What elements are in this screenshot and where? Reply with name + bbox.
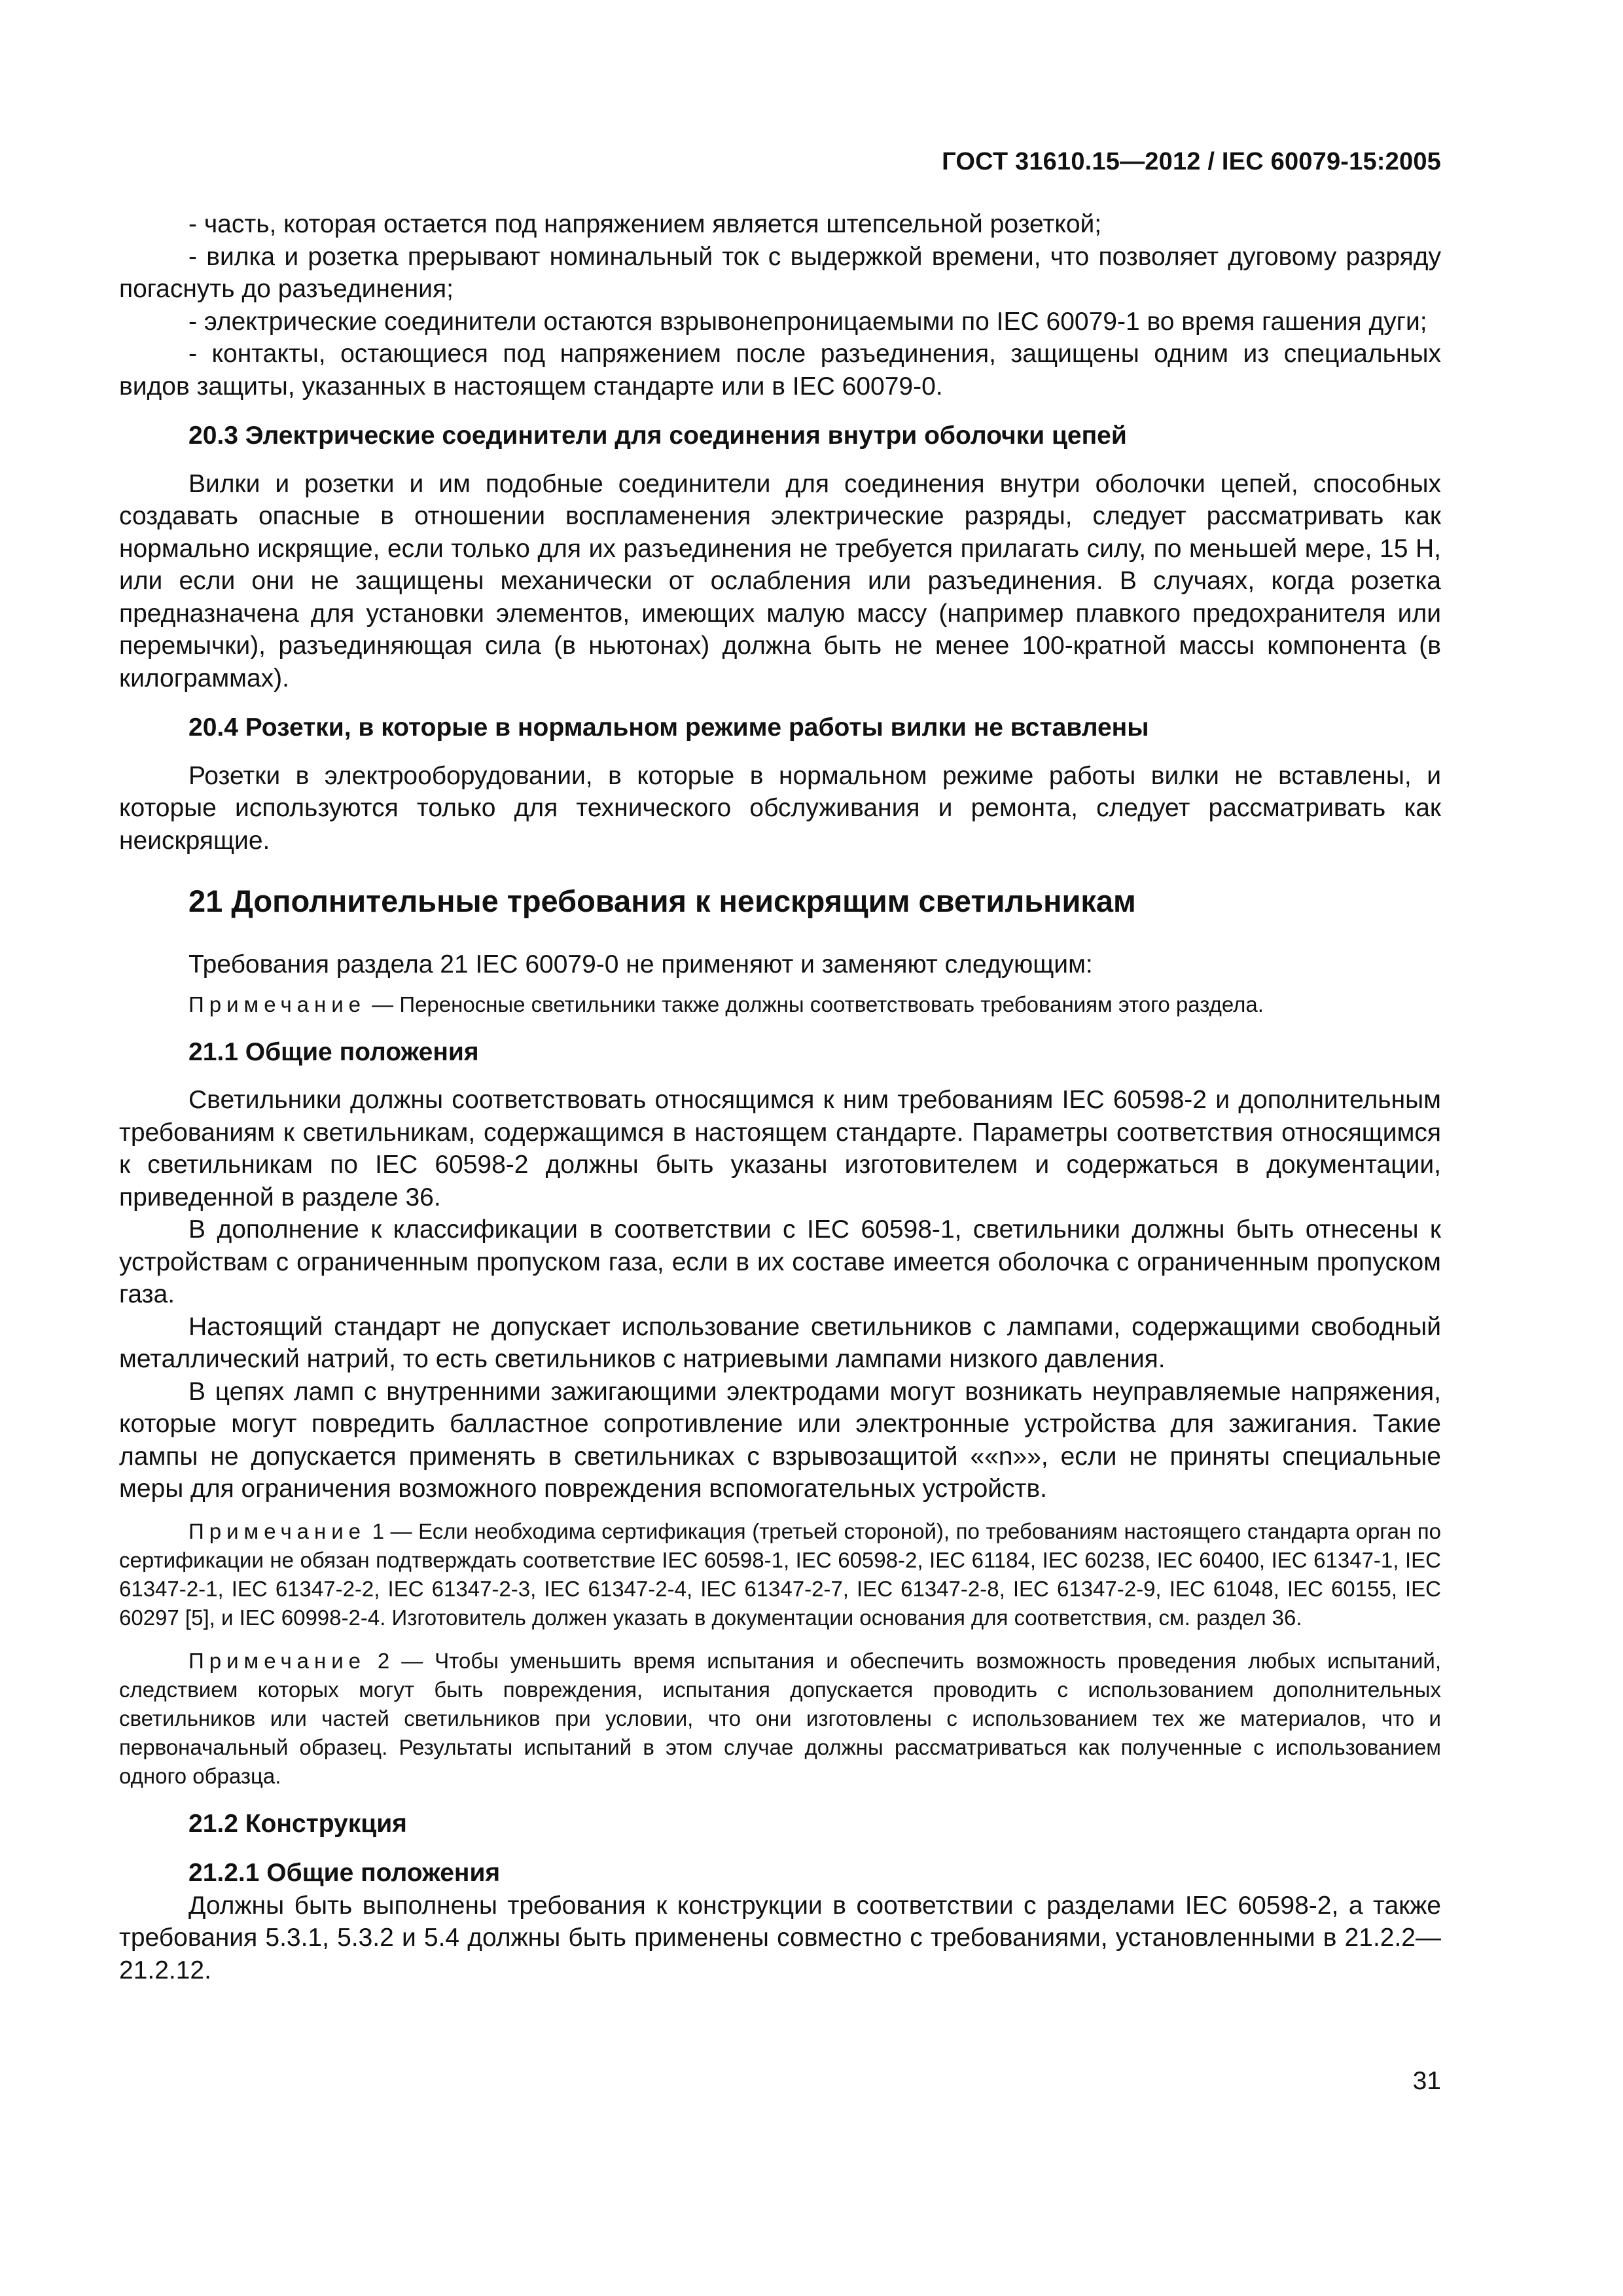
note-1 [119, 1517, 1441, 1632]
section-paragraph: Требования раздела 21 IEC 60079-0 не применяют и заменяют следующим: [188, 950, 1093, 978]
section-heading-21-2-1: 21.2.1 Общие положения [188, 1859, 501, 1887]
section-heading-21-2: 21.2 Конструкция [188, 1809, 407, 1838]
note-text: 2 — Чтобы уменьшить время испытания и обеспечить возможность проведения любых испытаний, следствием которых могут быть повреждения, испытания допускается проводить с использованием дополнительных светильников или частей светильников при условии, что они изготовлены с использованием тех же материалов, что и первоначальный образец. Результаты испытаний в этом случае должны рассматриваться как полученные с использованием одного образца. [119, 1648, 1441, 1788]
section-paragraph: В цепях ламп с внутренними зажигающими электродами могут возникать неуправляемые напряжения, которые могут повредить балластное сопротивление или электронные устройства для зажигания. Такие лампы не допускается применять в светильниках с взрывозащитой ««n»», если не приняты специальные меры для ограничения возможного повреждения вспомогательных устройств. [119, 1377, 1441, 1503]
section-heading-21-1: 21.1 Общие положения [188, 1037, 479, 1066]
section-paragraph: Розетки в электрооборудовании, в которые в нормальном режиме работы вилки не вставлены, и которые используются только для технического обслуживания и ремонта, следует рассматривать как неискрящие. [119, 761, 1441, 855]
note-label: Примечание [188, 1648, 366, 1673]
note-label: Примечание [188, 992, 366, 1016]
note-text: — Переносные светильники также должны соответствовать требованиям этого раздела. [366, 992, 1264, 1016]
section-paragraph: Настоящий стандарт не допускает использование светильников с лампами, содержащими свободный металлический натрий, то есть светильников с натриевыми лампами низкого давления. [119, 1312, 1441, 1373]
document-header: ГОСТ 31610.15—2012 / IEC 60079-15:2005 [942, 148, 1441, 175]
note [119, 990, 1441, 1019]
note-label: Примечание [188, 1518, 366, 1543]
section-paragraph: Светильники должны соответствовать относящимся к ним требованиям IEC 60598-2 и дополнительным требованиям к светильникам, содержащимся в настоящем стандарте. Параметры соответствия относящимся к светильникам по IEC 60598-2 должны быть указаны изготовителем и содержаться в документации, приведенной в разделе 36. [119, 1086, 1441, 1211]
list-item: - контакты, остающиеся под напряжением после разъединения, защищены одним из специальных видов защиты, указанных в настоящем стандарте или в IEC 60079-0. [119, 340, 1441, 401]
page-content [119, 208, 1441, 1986]
page-number: 31 [1412, 2067, 1441, 2095]
list-item: - вилка и розетка прерывают номинальный ток с выдержкой времени, что позволяет дуговому разряду погаснуть до разъединения; [119, 242, 1441, 303]
section-paragraph: Должны быть выполнены требования к конструкции в соответствии с разделами IEC 60598-2, а также требования 5.3.1, 5.3.2 и 5.4 должны быть применены совместно с требованиями, установленными в 21.2.2—21.2.12. [119, 1891, 1441, 1984]
section-heading-20-4: 20.4 Розетки, в которые в нормальном режиме работы вилки не вставлены [188, 713, 1149, 742]
section-heading-20-3: 20.3 Электрические соединители для соединения внутри оболочки цепей [188, 422, 1127, 450]
note-2 [119, 1647, 1441, 1791]
section-paragraph: Вилки и розетки и им подобные соединители для соединения внутри оболочки цепей, способных создавать опасные в отношении воспламенения электрические разряды, следует рассматривать как нормально искрящие, если только для их разъединения не требуется прилагать силу, по меньшей мере, 15 Н, или если они не защищены механически от ослабления или разъединения. В случаях, когда розетка предназначена для установки элементов, имеющих малую массу (например плавкого предохранителя или перемычки), разъединяющая сила (в ньютонах) должна быть не менее 100-кратной массы компонента (в килограммах). [119, 469, 1441, 692]
note-text: 1 — Если необходима сертификация (третьей стороной), по требованиям настоящего стандарта орган по сертификации не обязан подтверждать соответствие IEC 60598-1, IEC 60598-2, IEC 61184, IEC 60238, IEC 60400, IEC 61347-1, IEC 61347-2-1, IEC 61347-2-2, IEC 61347-2-3, IEC 61347-2-4, IEC 61347-2-7, IEC 61347-2-8, IEC 61347-2-9, IEC 61048, IEC 60155, IEC 60297 [5], и IEC 60998-2-4. Изготовитель должен указать в документации основания для соответствия, см. раздел 36. [119, 1518, 1441, 1630]
list-item: - электрические соединители остаются взрывонепроницаемыми по IEC 60079-1 во время гашения дуги; [188, 307, 1427, 336]
list-item: - часть, которая остается под напряжением является штепсельной розеткой; [188, 210, 1102, 238]
section-heading-21: 21 Дополнительные требования к неискрящим светильникам [188, 884, 1136, 918]
section-paragraph: В дополнение к классификации в соответствии с IEC 60598-1, светильники должны быть отнесены к устройствам с ограниченным пропуском газа, если в их составе имеется оболочка с ограниченным пропуском газа. [119, 1215, 1441, 1308]
